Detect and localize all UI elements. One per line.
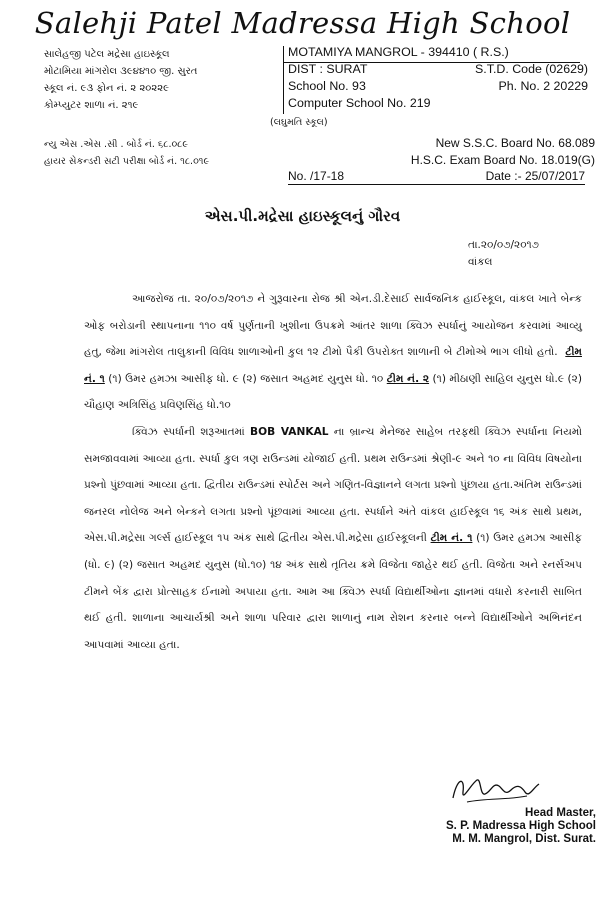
address-line: મોટામિયા માંગરોલ ૩૯૪૪૧૦ જી. સુરત bbox=[44, 66, 198, 77]
board-line: ન્યુ એસ .એસ .સી . બોર્ડ નં. ૬૮.૦૮૯ bbox=[44, 139, 189, 150]
team-2-members: (૧) મીઠાણી સાહિલ યુનુસ ધો.૯ (૨) ચૌહાણ અત્રિસિંહ પ્રવિણસિંહ ધો.૧૦ bbox=[84, 372, 583, 412]
letter-body bbox=[84, 286, 582, 658]
address-row bbox=[288, 61, 588, 78]
team-1-label: ટીમ નં. ૧ bbox=[84, 346, 582, 385]
address-line: સ્કૂલ નં. ૯૩ ફોન નં. ૨ ૨૦૨૨૯ bbox=[44, 83, 169, 94]
signature-block bbox=[396, 807, 596, 846]
body-paragraph bbox=[84, 419, 582, 658]
address-text: DIST : SURAT bbox=[288, 62, 368, 76]
address-text: MOTAMIYA MANGROL - 394410 ( R.S.) bbox=[288, 45, 509, 59]
reference-date: Date :- 25/07/2017 bbox=[485, 169, 585, 183]
body-paragraph bbox=[84, 286, 582, 419]
body-text: (૧) ઉમર હમઝા આસીફ (ધો. ૯) (૨) જસાત અહમદ યુનુસ (ધો.૧૦) ૧૪ અંક સાથે તૃતિય ક્રમે વિજેતા જાહેર થઈ હતી. વિજેતા અને રનર્સઅપ ટીમને બેંક દ્વારા પ્રોત્સાહક ઈનામો અપાયા હતા. આમ આ ક્વિઝ સ્પર્ધા વિદ્યાર્થીઓના જ્ઞાનમાં વધારો કરનારી સાબિત થઈ હતી. શાળાના આચાર્યશ્રી અને શાળા પરિવાર દ્વારા શાળાનું નામ રોશન કરનાર બન્ને વિદ્યાર્થીઓને અભિનંદન આપવામાં આવ્યા હતા. bbox=[84, 532, 582, 651]
signatory-school: S. P. Madressa High School bbox=[446, 820, 596, 832]
letterhead-english-address bbox=[288, 44, 588, 112]
address-line: કોમ્પ્યુટર શાળા નં. ૨૧૯ bbox=[44, 100, 139, 111]
reference-number: No. /17-18 bbox=[288, 169, 345, 183]
body-text: ક્વિઝ સ્પર્ધાની શરૂઆતમાં bbox=[132, 425, 245, 438]
reference-line bbox=[288, 169, 585, 185]
address-text: Computer School No. 219 bbox=[288, 96, 431, 110]
team-2-label: ટીમ નં. ૨ bbox=[386, 372, 430, 385]
letter-place: વાંકલ bbox=[468, 256, 493, 268]
board-line: New S.S.C. Board No. 68.089 bbox=[435, 136, 595, 150]
address-text: School No. 93 bbox=[288, 79, 366, 93]
letterhead-divider bbox=[283, 46, 284, 114]
board-numbers-gujarati bbox=[44, 136, 344, 170]
address-text: Ph. No. 2 20229 bbox=[498, 79, 588, 93]
body-text: ના બ્રાન્ચ મેનેજર સાહેબ તરફથી ક્વિઝ સ્પર્ધાના નિયમો સમજાવવામાં આવ્યા હતા. સ્પર્ધા કુલ ત્રણ રાઉન્ડમાં યોજાઈ હતી. પ્રથમ રાઉન્ડમાં શ્રેણી-૯ અને ૧૦ ના વિવિધ વિષયોના પ્રશ્નો પુંછવામાં આવ્યા હતા. દ્વિતીય રાઉન્ડમાં સ્પોર્ટસ અને ગણિત-વિજ્ઞાનને લગતા પ્રશ્નો પુંછાયા હતા.અંતિમ રાઉન્ડમાં જનરલ નોલેજ અને બેન્કને લગતા પ્રશ્નો પૂંછવામાં આવ્યા હતા. સ્પર્ધાને અંતે વાંકલ હાઈસ્કૂલ ૧૬ અંક સાથે પ્રથમ, એસ.પી.મદ્રેસા ગર્લ્સ હાઈસ્કૂલ ૧૫ અંક સાથે દ્વિતીય એસ.પી.મદ્રેસા હાઈસ્કૂલની bbox=[84, 425, 582, 545]
address-text: S.T.D. Code (02629) bbox=[475, 62, 588, 76]
board-numbers-english bbox=[330, 135, 595, 169]
branch-name: BOB VANKAL bbox=[250, 425, 329, 438]
board-line: હાયર સેકન્ડરી સટી પરીક્ષા બોર્ડ નં. ૧૮.૦૧૯ bbox=[44, 156, 210, 167]
address-line: સાલેહજી પટેલ મદ્રેસા હાઇસ્કૂલ bbox=[44, 49, 170, 60]
letterhead-gujarati-address bbox=[44, 46, 280, 114]
headmaster-signature bbox=[447, 772, 542, 808]
address-row bbox=[288, 44, 588, 61]
letter-date: તા.૨૦/૦૭/૨૦૧૭ bbox=[468, 239, 539, 251]
minority-school-note: (લઘુમતિ સ્કૂલ) bbox=[270, 117, 328, 128]
school-name: Salehji Patel Madressa High School bbox=[34, 6, 571, 40]
address-row bbox=[288, 95, 588, 112]
signatory-title: Head Master, bbox=[525, 807, 596, 819]
signatory-address: M. M. Mangrol, Dist. Surat. bbox=[452, 833, 596, 845]
body-text: આજરોજ તા. ૨૦/૦૭/૨૦૧૭ ને ગુરૂવારના રોજ શ્રી એન.ડી.દેસાઈ સાર્વજનિક હાઈસ્કૂલ, વાંકલ ખાતે બેન્ક ઓફ બરોડાની સ્થાપનાના ૧૧૦ વર્ષ પુર્ણતાની ખુશીના ઉપક્રમે આંતર શાળા ક્વિઝ સ્પર્ધાનું આયોજન કરવામાં આવ્યુ હતુ, જેમા માંગરોલ તાલુકાની વિવિધ શાળાઓની કુલ ૧૨ ટીમો પૈકી ઉપરોક્ત શાળાની બે ટીમોએ ભાગ લીધો હતો. bbox=[84, 293, 582, 359]
board-line: H.S.C. Exam Board No. 18.019(G) bbox=[410, 153, 595, 167]
date-place-block bbox=[468, 237, 539, 271]
letter-heading: એસ.પી.મદ્રેસા હાઇસ્કૂલનું ગૌરવ bbox=[204, 207, 401, 225]
team-1-label: ટીમ નં. ૧ bbox=[430, 532, 473, 545]
team-1-members: (૧) ઉમર હમઝા આસીફ ધો. ૯ (૨) જસાત અહમદ યુનુસ ધો. ૧૦ bbox=[108, 372, 384, 385]
address-row bbox=[288, 78, 588, 95]
